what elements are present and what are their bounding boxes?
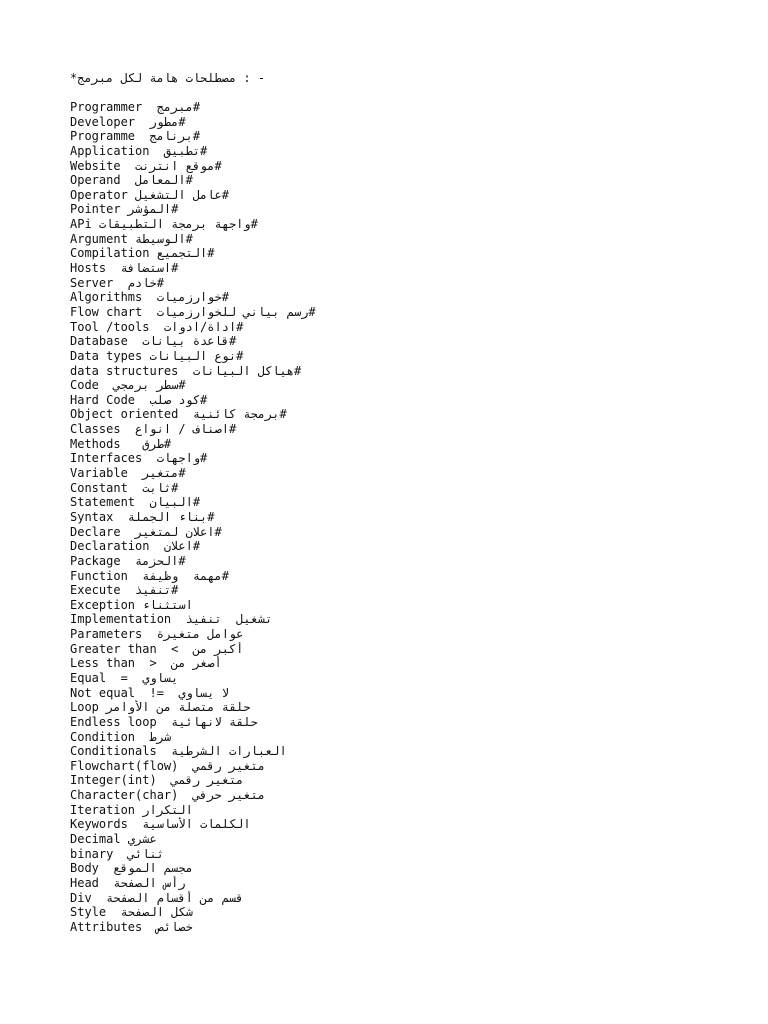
term-list bbox=[70, 100, 710, 935]
term-line bbox=[70, 334, 710, 349]
term-text: #بناء الجملة Syntax bbox=[70, 509, 215, 524]
term-text: #مطور Developer bbox=[70, 114, 186, 129]
term-text: #ثابت Constant bbox=[70, 480, 179, 495]
term-text: #سطر برمجي Code bbox=[70, 378, 186, 393]
term-line bbox=[70, 715, 710, 730]
term-text: قسم من أقسام الصفحة Div bbox=[70, 890, 244, 905]
term-line bbox=[70, 290, 710, 305]
term-line bbox=[70, 466, 710, 481]
term-text: #تنفيذ Execute bbox=[70, 583, 179, 598]
term-text: #واجهة برمجة التطبيقات APi bbox=[70, 217, 258, 232]
term-line bbox=[70, 920, 710, 935]
term-text: #المعامل Operand bbox=[70, 173, 193, 188]
document-heading: *مصطلحات هامة لكل مبرمج : - bbox=[70, 71, 266, 85]
term-line bbox=[70, 115, 710, 130]
term-text: #الوسيطة Argument bbox=[70, 231, 193, 246]
term-text: مجسم الموقع Body bbox=[70, 861, 193, 876]
term-text: أكبر من > Greater than bbox=[70, 641, 244, 656]
term-line bbox=[70, 598, 710, 613]
term-line bbox=[70, 539, 710, 554]
term-text: حلقة متصلة من الأوامر Loop bbox=[70, 700, 251, 715]
term-text: يساوي = Equal bbox=[70, 670, 179, 685]
term-line bbox=[70, 832, 710, 847]
term-text: #عامل التشغيل Operator bbox=[70, 187, 229, 202]
term-line bbox=[70, 773, 710, 788]
term-line bbox=[70, 202, 710, 217]
term-line bbox=[70, 905, 710, 920]
term-text: #اداة/ادوات Tool /tools bbox=[70, 319, 244, 334]
term-text: #قاعدة بيانات Database bbox=[70, 334, 237, 349]
term-line bbox=[70, 803, 710, 818]
term-text: #مهمة وظيفة Function bbox=[70, 568, 229, 583]
term-text: #طرق Methods bbox=[70, 436, 172, 451]
term-line bbox=[70, 232, 710, 247]
term-line bbox=[70, 261, 710, 276]
term-text: #مبرمج Programmer bbox=[70, 100, 201, 114]
term-line bbox=[70, 525, 710, 540]
term-line bbox=[70, 246, 710, 261]
term-text: #المؤشر Pointer bbox=[70, 202, 179, 217]
term-line bbox=[70, 100, 710, 115]
term-line bbox=[70, 393, 710, 408]
term-line bbox=[70, 876, 710, 891]
term-text: استثناء Exception bbox=[70, 597, 193, 612]
term-line bbox=[70, 305, 710, 320]
term-line bbox=[70, 759, 710, 774]
term-text: متغير رقمي (Flowchart(flow bbox=[70, 758, 266, 773]
term-text: #نوع البيانات Data types bbox=[70, 348, 244, 363]
term-text: أصغر من < Less than bbox=[70, 656, 222, 671]
term-text: #موقع انترنت Website bbox=[70, 158, 222, 173]
term-text: #خادم Server bbox=[70, 275, 164, 290]
term-line bbox=[70, 173, 710, 188]
term-text: شرط Condition bbox=[70, 729, 172, 744]
term-text: التكرار Iteration bbox=[70, 802, 193, 817]
term-text: تشغيل تنفيذ Implementation bbox=[70, 612, 273, 627]
term-line bbox=[70, 451, 710, 466]
term-line bbox=[70, 817, 710, 832]
term-line bbox=[70, 422, 710, 437]
term-line bbox=[70, 671, 710, 686]
term-line bbox=[70, 861, 710, 876]
term-line bbox=[70, 627, 710, 642]
term-text: لا يساوي =! Not equal bbox=[70, 685, 229, 700]
term-text: #التجميع Compilation bbox=[70, 246, 215, 261]
term-text: #تطبيق Application bbox=[70, 143, 208, 158]
term-line bbox=[70, 510, 710, 525]
term-line bbox=[70, 349, 710, 364]
term-line bbox=[70, 554, 710, 569]
term-line bbox=[70, 656, 710, 671]
term-line bbox=[70, 612, 710, 627]
term-text: #اصناف / انواع Classes bbox=[70, 422, 237, 437]
term-line bbox=[70, 217, 710, 232]
term-text: #خوارزميات Algorithms bbox=[70, 290, 229, 305]
term-text: #برنامج Programme bbox=[70, 129, 201, 144]
term-text: الكلمات الأساسية Keywords bbox=[70, 817, 258, 832]
term-text: #هياكل البيانات data structures bbox=[70, 363, 302, 378]
term-line bbox=[70, 364, 710, 379]
term-line bbox=[70, 129, 710, 144]
term-text: رأس الصفحة Head bbox=[70, 875, 186, 890]
term-line bbox=[70, 481, 710, 496]
term-text: #واجهات Interfaces bbox=[70, 451, 208, 466]
term-line bbox=[70, 847, 710, 862]
term-line bbox=[70, 407, 710, 422]
term-line bbox=[70, 788, 710, 803]
term-line bbox=[70, 569, 710, 584]
term-line bbox=[70, 437, 710, 452]
term-text: العبارات الشرطية Conditionals bbox=[70, 744, 287, 759]
term-line bbox=[70, 320, 710, 335]
term-line bbox=[70, 891, 710, 906]
term-line bbox=[70, 730, 710, 745]
term-text: حلقة لانهائية Endless loop bbox=[70, 714, 258, 729]
term-text: ثنائي binary bbox=[70, 846, 164, 861]
term-text: #استضافة Hosts bbox=[70, 261, 179, 276]
term-line bbox=[70, 700, 710, 715]
term-line bbox=[70, 642, 710, 657]
term-text: #البيان Statement bbox=[70, 495, 201, 510]
term-text: #برمجة كائنية Object oriented bbox=[70, 407, 287, 422]
term-line bbox=[70, 188, 710, 203]
term-text: عوامل متغيرة Parameters bbox=[70, 627, 244, 642]
term-line bbox=[70, 583, 710, 598]
term-line bbox=[70, 276, 710, 291]
term-text: #اعلان Declaration bbox=[70, 539, 201, 554]
term-line bbox=[70, 378, 710, 393]
term-text: عشري Decimal bbox=[70, 832, 157, 847]
term-text: #رسم بياني للخوارزميات Flow chart bbox=[70, 304, 316, 319]
term-line bbox=[70, 744, 710, 759]
term-text: #كود صلب Hard Code bbox=[70, 392, 208, 407]
term-text: متغير حرفي (Character(char bbox=[70, 788, 266, 803]
term-line bbox=[70, 159, 710, 174]
term-text: #متغير Variable bbox=[70, 466, 186, 481]
term-line bbox=[70, 686, 710, 701]
term-text: متغير رقمي (Integer(int bbox=[70, 773, 244, 788]
term-text: خصائص Attributes bbox=[70, 919, 193, 934]
term-line bbox=[70, 144, 710, 159]
term-text: شكل الصفحة Style bbox=[70, 905, 193, 920]
document-body bbox=[70, 70, 710, 935]
term-text: #الحزمة Package bbox=[70, 553, 186, 568]
term-text: #اعلان لمتغير Declare bbox=[70, 524, 222, 539]
term-line bbox=[70, 495, 710, 510]
